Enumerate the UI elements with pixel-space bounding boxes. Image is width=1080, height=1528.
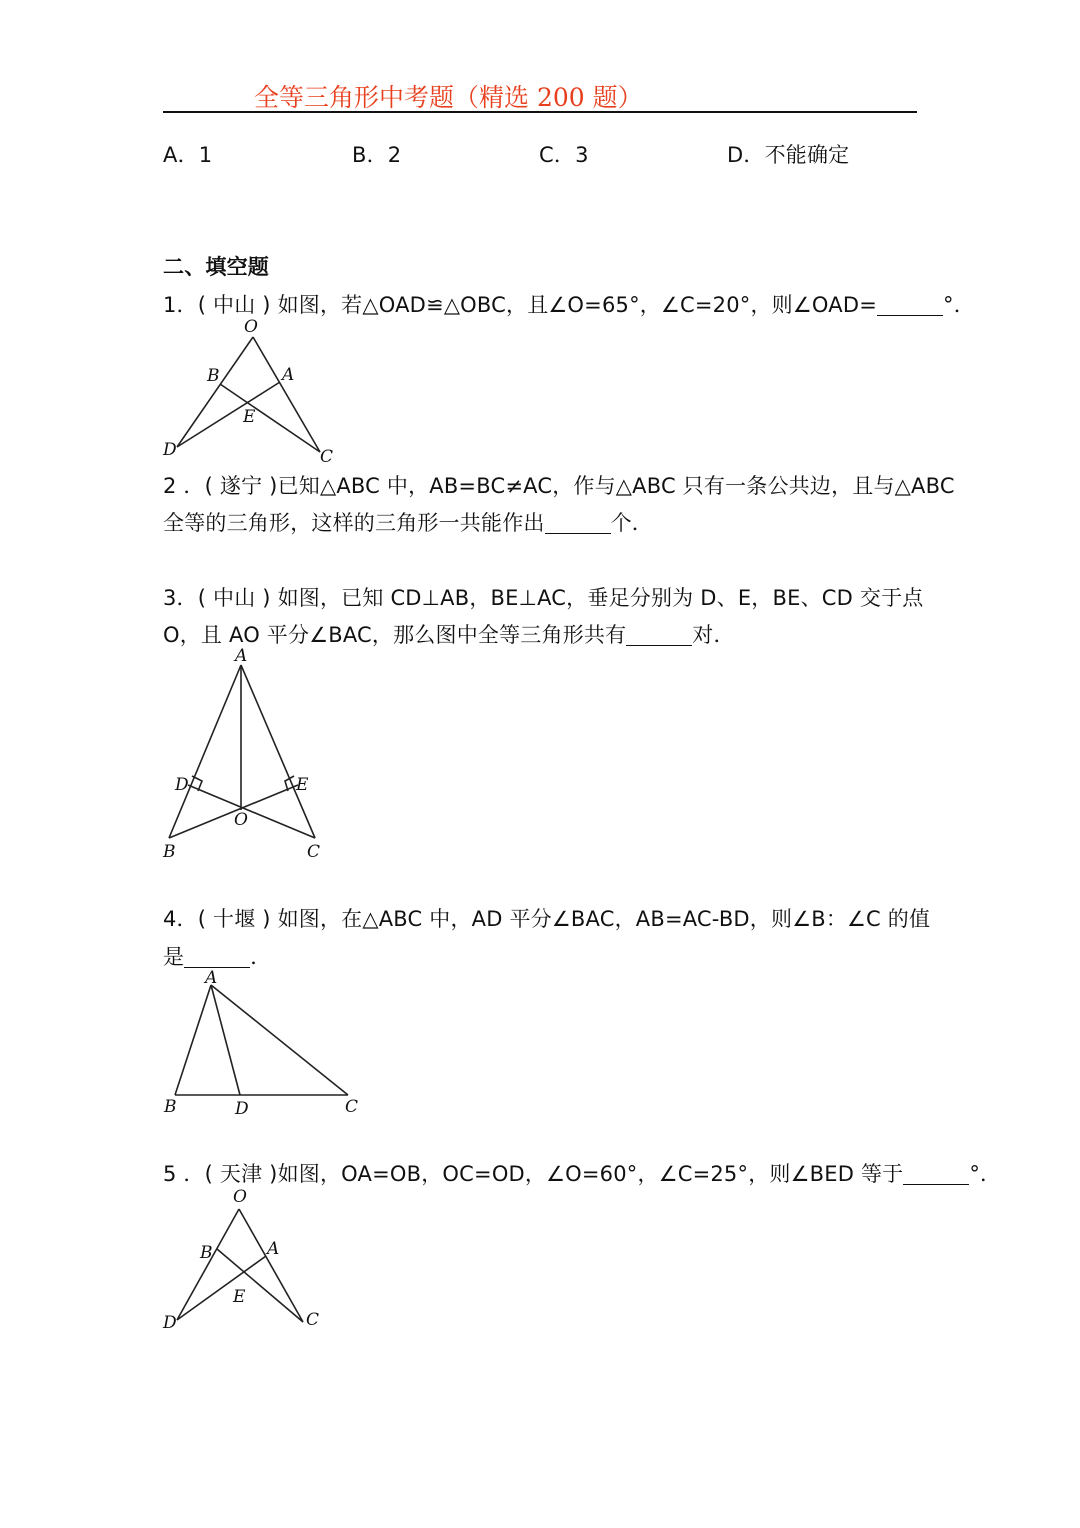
label-e: E [243,407,256,427]
segment-bc [220,384,320,452]
label-c: C [320,447,334,467]
problem-2-text: 全等的三角形，这样的三角形一共能作出 [163,511,545,535]
figure-4 [155,965,375,1123]
segment-oc [239,1209,303,1322]
problem-5-suffix: °． [969,1162,1002,1186]
segment-ad [211,985,240,1095]
label-b: B [200,1243,213,1263]
label-o: O [244,317,258,337]
label-b: B [164,1097,177,1117]
segment-ac [211,985,348,1095]
option-a: A．1 [163,143,213,167]
problem-2-line-1: 2 ．( 遂宁 )已知△ABC 中，AB=BC≠AC，作与△ABC 只有一条公共边，且与△ABC [163,474,955,498]
label-b: B [207,366,220,386]
option-b: B．2 [352,143,402,167]
answer-blank [903,1163,969,1185]
label-a: A [282,365,295,385]
label-c: C [306,1310,320,1330]
problem-5-text: 5 ．( 天津 )如图，OA=OB，OC=OD，∠O=60°，∠C=25°，则∠BED 等于 [163,1162,904,1186]
problem-3-suffix: 对． [692,623,735,647]
answer-blank [626,624,692,646]
label-c: C [345,1097,359,1117]
problem-2-line-2 [163,507,653,537]
problem-4-suffix: ． [250,945,272,969]
segment-oc [253,337,320,452]
page-header-title: 全等三角形中考题（精选 200 题） [254,83,643,112]
section-title: 二、填空题 [163,255,269,279]
label-d: D [235,1099,249,1119]
answer-blank [877,294,943,316]
label-a: A [235,646,248,666]
option-c: C．3 [539,143,589,167]
problem-1-text: 1．( 中山 ) 如图，若△OAD≌△OBC，且∠O=65°，∠C=20°，则∠OAD= [163,293,877,317]
problem-2-suffix: 个． [610,511,654,535]
problem-4-text: 是 [163,945,185,969]
figure-5 [155,1182,345,1340]
segment-ab [175,985,211,1095]
label-d: D [163,440,177,460]
problem-3-line-1: 3．( 中山 ) 如图，已知 CD⊥AB，BE⊥AC，垂足分别为 D、E，BE、CD 交于点 [163,586,924,610]
problem-4-line-1: 4．( 十堰 ) 如图，在△ABC 中，AD 平分∠BAC，AB=AC-BD，则∠B：∠C 的值 [163,907,931,931]
label-d: D [175,775,189,795]
answer-blank [545,512,611,534]
problem-3-text: O，且 AO 平分∠BAC，那么图中全等三角形共有 [163,623,627,647]
label-c: C [307,842,321,862]
header-divider [163,111,917,113]
label-a: A [267,1239,280,1259]
segment-od [177,337,253,447]
label-e: E [296,775,309,795]
option-d: D．不能确定 [727,143,850,167]
label-o: O [233,1187,247,1207]
figure-1 [155,312,355,470]
problem-1-suffix: °． [943,293,975,317]
label-o: O [234,810,248,830]
label-d: D [163,1313,177,1333]
figure-3 [155,645,345,865]
label-a: A [205,968,218,988]
segment-od [177,1209,239,1320]
label-e: E [233,1287,246,1307]
segment-da [177,1256,266,1320]
label-b: B [163,842,176,862]
